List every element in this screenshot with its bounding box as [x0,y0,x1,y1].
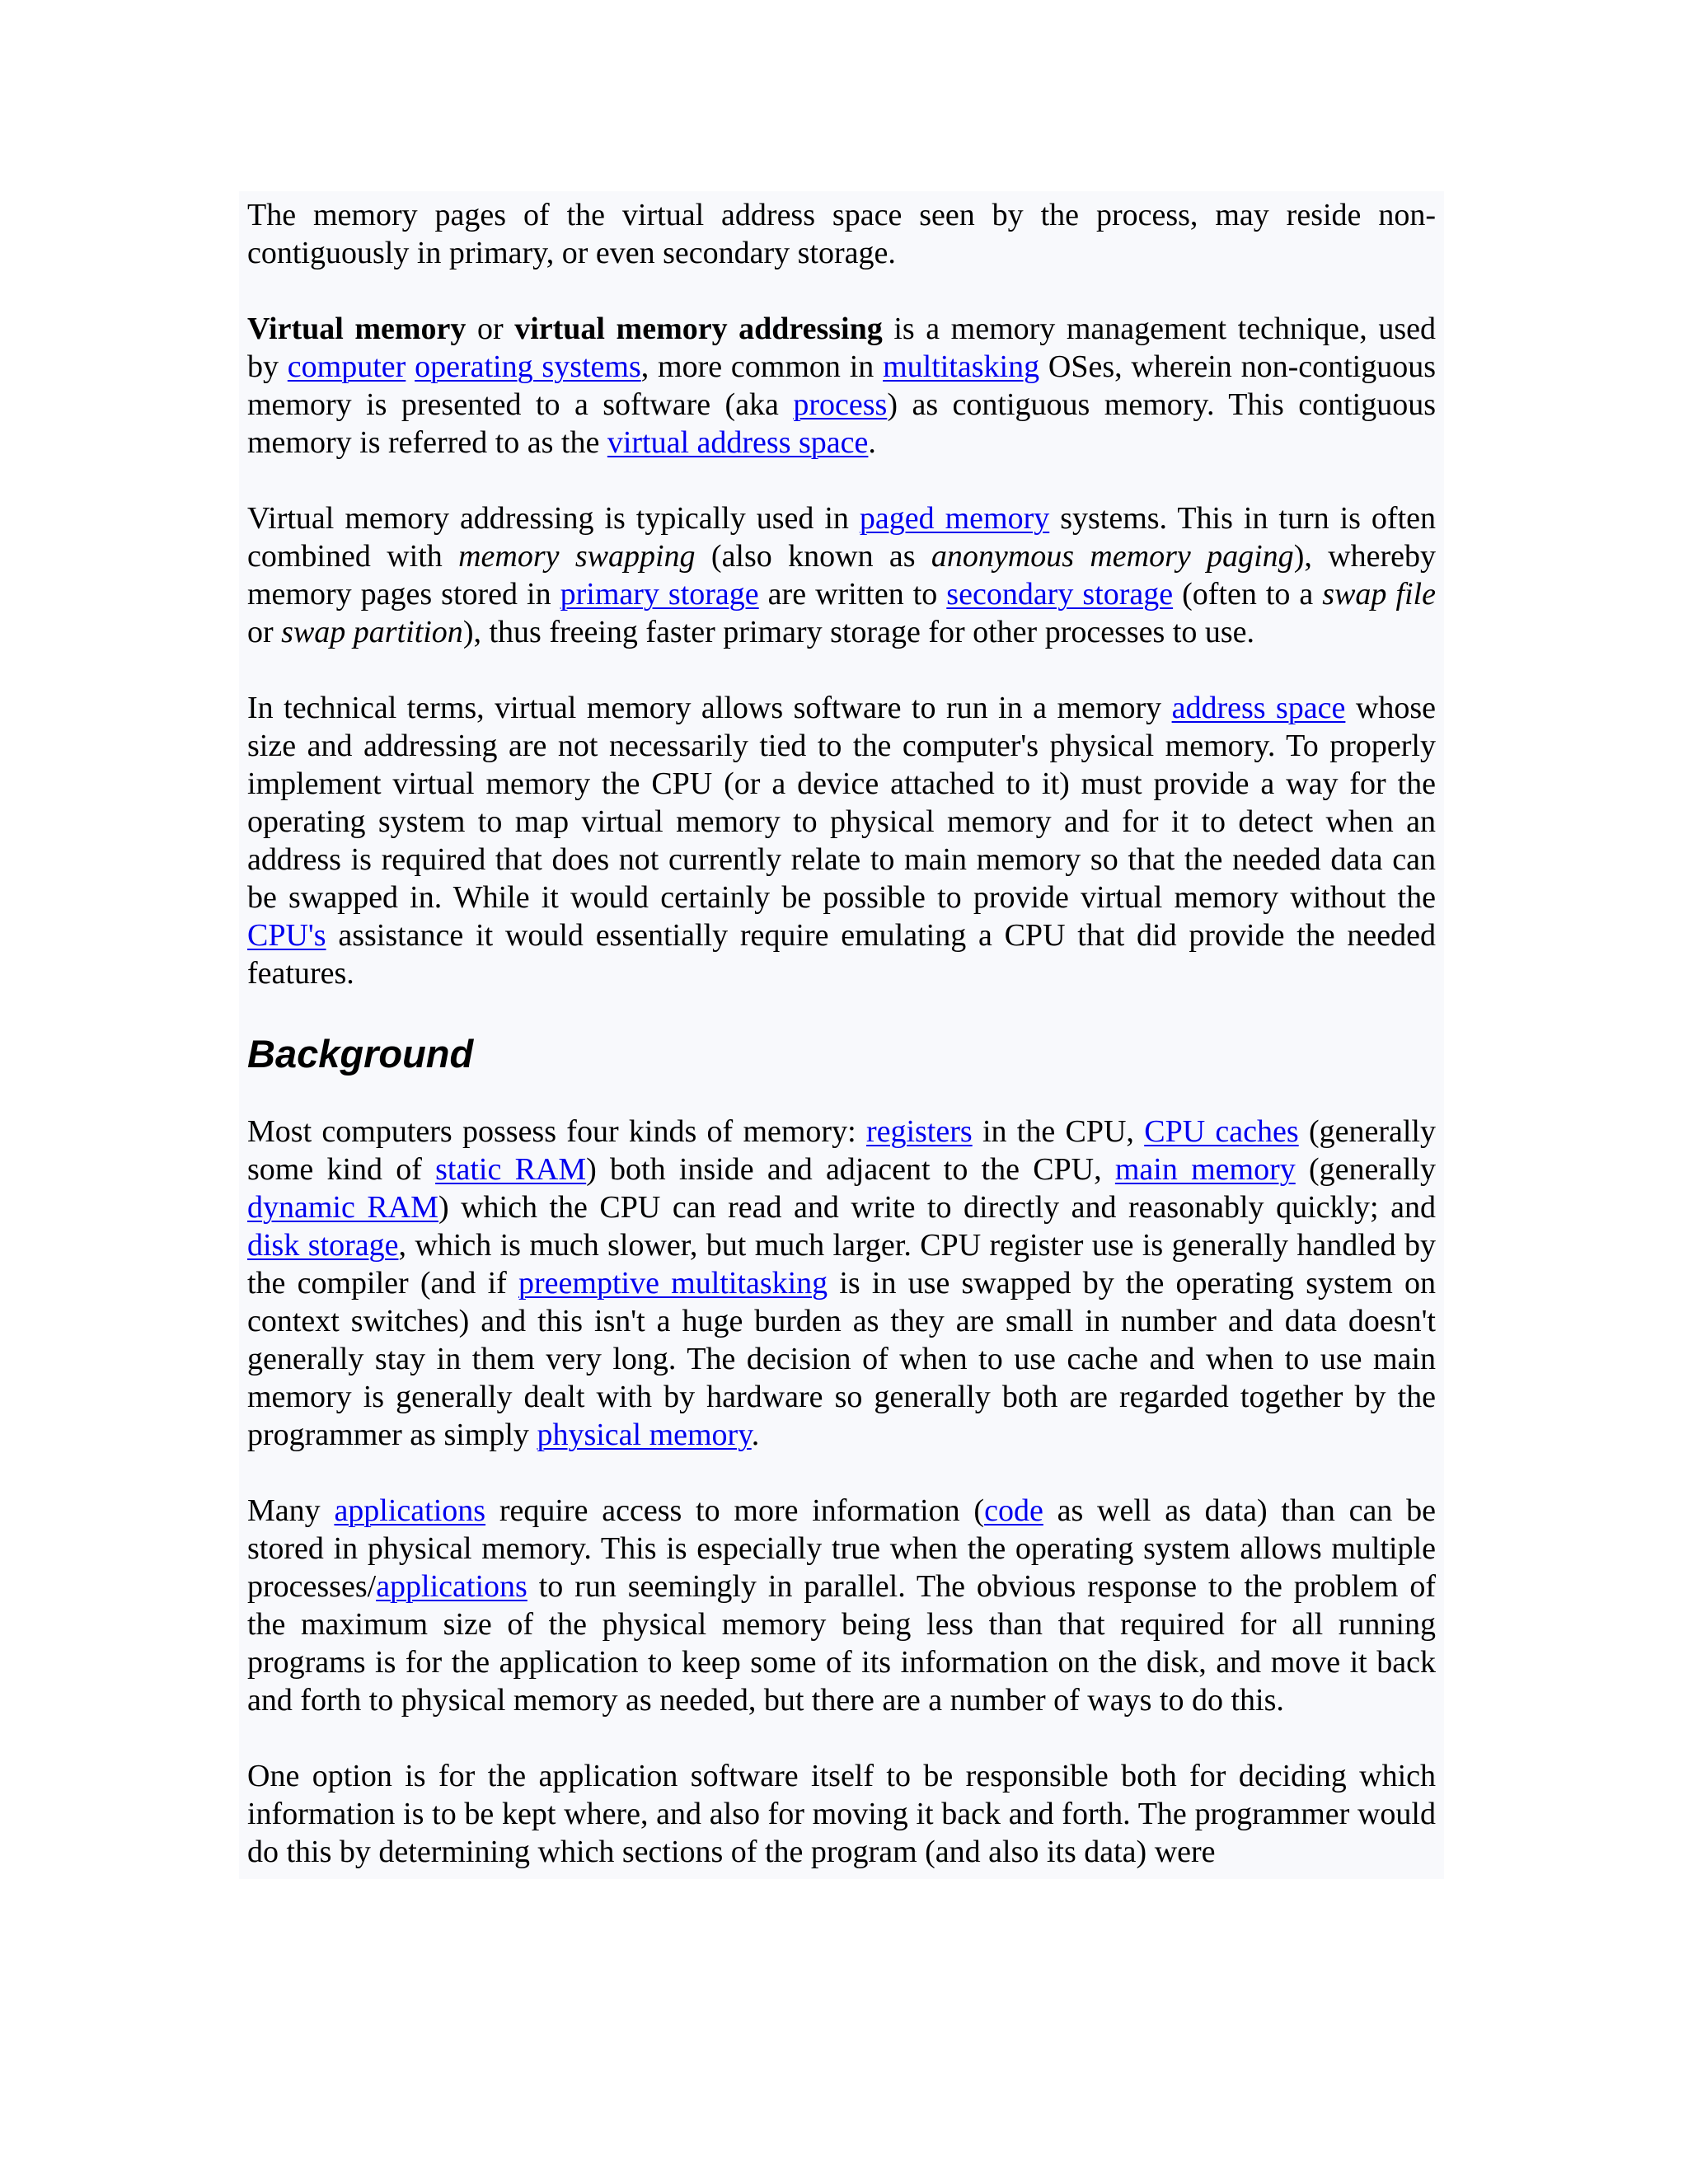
article-body [239,191,1444,1879]
paragraph-one-option: One option is for the application software itself to be responsible both for deciding which information is to be kept where, and also for moving it back and forth. The programmer would do this by determining which sections of the program (and also its data) were [247,1759,1436,1869]
link-main-memory[interactable]: main memory [1114,1152,1296,1187]
term-virtual-memory: Virtual memory [247,312,467,346]
link-computer[interactable]: computer [287,349,406,384]
paragraph-technical-terms: In technical terms, virtual memory allows software to run in a memory address space whose size and addressing are not necessarily tied to the computer's physical memory. To properly implement virtual memory the CPU (or a device attached to it) must provide a way for the operating system to map virtual memory to physical memory and for it to detect when an address is required that does not currently relate to main memory so that the needed data can be swapped in. While it would certainly be possible to provide virtual memory without the CPU's assistance it would essentially require emulating a CPU that did provide the needed features. [247,691,1436,991]
em-swap-partition: swap partition [281,615,463,649]
paragraph-applications: Many applications require access to more information (code as well as data) than can be stored in physical memory. This is especially true when the operating system allows multiple processes/applications to run seemingly in parallel. The obvious response to the problem of the maximum size of the physical memory being less than that required for all running programs is for the application to keep some of its information on the disk, and move it back and forth to physical memory as needed, but there are a number of ways to do this. [247,1493,1436,1718]
link-virtual-address-space[interactable]: virtual address space [607,425,869,460]
link-preemptive-multitasking[interactable]: preemptive multitasking [518,1266,828,1301]
link-cpus[interactable]: CPU's [247,918,326,953]
term-virtual-memory-addressing: virtual memory addressing [514,312,883,346]
em-memory-swapping: memory swapping [458,539,696,574]
em-anonymous-memory-paging: anonymous memory paging [931,539,1294,574]
link-secondary-storage[interactable]: secondary storage [946,577,1174,612]
link-registers[interactable]: registers [865,1114,973,1149]
link-primary-storage[interactable]: primary storage [560,577,759,612]
link-code[interactable]: code [984,1493,1043,1528]
link-process[interactable]: process [793,387,888,422]
link-operating-systems[interactable]: operating systems [415,349,641,384]
paragraph-virtual-memory-definition: Virtual memory or virtual memory addressing is a memory management technique, used by computer operating systems, more common in multitasking OSes, wherein non-contiguous memory is presented to a software (aka process) as contiguous memory. This contiguous memory is referred to as the virtual address space. [247,312,1437,460]
link-paged-memory[interactable]: paged memory [859,501,1050,536]
link-address-space[interactable]: address space [1171,691,1346,725]
link-dynamic-ram[interactable]: dynamic RAM [247,1190,438,1225]
link-static-ram[interactable]: static RAM [435,1152,587,1187]
link-physical-memory[interactable]: physical memory [537,1418,752,1452]
link-multitasking[interactable]: multitasking [883,349,1040,384]
em-swap-file: swap file [1322,577,1436,612]
paragraph-four-kinds-of-memory: Most computers possess four kinds of memory: registers in the CPU, CPU caches (generally some kind of static RAM) both inside and adjacent to the CPU, main memory (generally dynamic RAM) which the CPU can read and write to directly and reasonably quickly; and disk storage, which is much slower, but much larger. CPU register use is generally handled by the compiler (and if preemptive multitasking is in use swapped by the operating system on context switches) and this isn't a huge burden as they are small in number and data doesn't generally stay in them very long. The decision of when to use cache and when to use main memory is generally dealt with by hardware so generally both are regarded together by the programmer as simply physical memory. [247,1114,1437,1452]
link-applications[interactable]: applications [334,1493,486,1528]
paragraph-paged-memory: Virtual memory addressing is typically used in paged memory systems. This in turn is often combined with memory swapping (also known as anonymous memory paging), whereby memory pages stored in primary storage are written to secondary storage (often to a swap file or swap partition), thus freeing faster primary storage for other processes to use. [247,501,1437,649]
section-heading-background: Background [247,1032,474,1076]
link-cpu-caches[interactable]: CPU caches [1144,1114,1299,1149]
link-applications-2[interactable]: applications [376,1569,528,1604]
paragraph-pages-reside: The memory pages of the virtual address space seen by the process, may reside non-contiguously in primary, or even secondary storage. [247,198,1436,270]
link-disk-storage[interactable]: disk storage [247,1228,399,1263]
